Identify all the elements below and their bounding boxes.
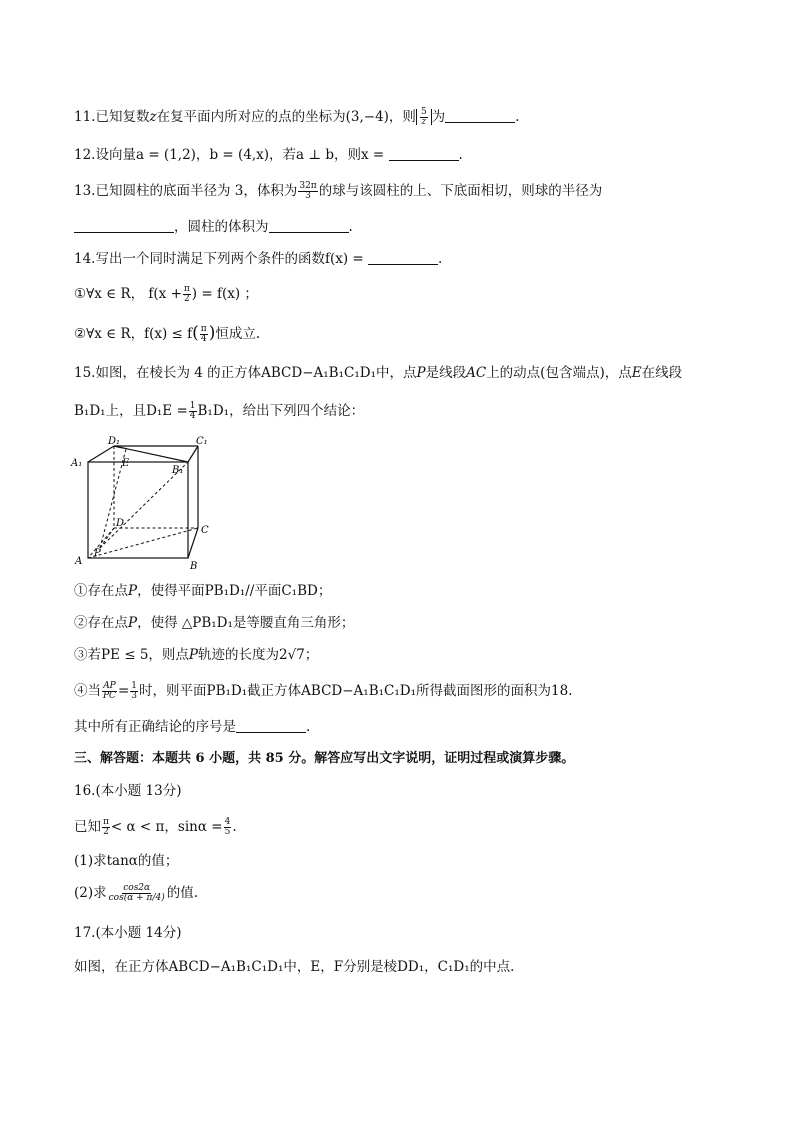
label-C: C [201, 525, 209, 536]
question-13: 13.已知圆柱的底面半径为 3，体积为 $\frac{32\pi}{3}$ 的球与该圆柱的上、下底面相切，则球的半径为 [74, 181, 603, 201]
label-B1: B₁ [172, 465, 184, 476]
answer-line: 其中所有正确结论的序号是 . [74, 719, 311, 735]
question-16-part-1: (1)求tanα的值； [74, 853, 179, 869]
question-17: 如图，在正方体ABCD−A₁B₁C₁D₁中，E，F分别是棱DD₁，C₁D₁的中点. [74, 959, 515, 975]
label-E: E [122, 458, 130, 469]
question-13-cont: ，圆柱的体积为 . [74, 218, 754, 236]
label-P: P [94, 548, 101, 559]
condition-2: ②∀x ∈ R，f(x) ≤ f( $\frac{\pi}{4}$ )恒成立. [74, 323, 261, 344]
statement-2: ②存在点P，使得 △PB₁D₁是等腰直角三角形； [74, 615, 355, 631]
statement-3: ③若PE ≤ 5，则点P轨迹的长度为2√7； [74, 647, 319, 663]
answer-blank [389, 146, 459, 161]
answer-blank [269, 218, 349, 233]
question-15-cont: B₁D₁上，且D₁E = $\frac{1}{4}$ B₁D₁，给出下列四个结论： [74, 401, 365, 421]
question-16: 已知 $\frac{\pi}{2}$ < α < π，sinα = $\frac{4}{5}$ . [74, 817, 237, 837]
question-15: 15.如图，在棱长为 4 的正方体ABCD−A₁B₁C₁D₁中，点P是线段AC上的动点(包含端点)，点E在线段 [74, 365, 683, 381]
question-16-part-2: (2)求 $\frac{\cos 2\alpha}{\cos(\alpha + \pi/4)}$ 的值. [74, 883, 199, 903]
fraction: $\frac{\pi}{4}$ [200, 324, 207, 344]
cube-figure [70, 436, 220, 572]
fraction: $\frac{1}{4}$ [189, 401, 196, 421]
label-C1: C₁ [196, 436, 208, 447]
fraction: $\frac{32\pi}{3}$ [299, 181, 317, 201]
answer-blank [368, 250, 438, 265]
question-12: 12.设向量a = (1,2)，b = (4,x)，若a ⊥ b，则x = . [74, 147, 463, 163]
fraction: $\frac{\cos 2\alpha}{\cos(\alpha + \pi/4)}$ [108, 883, 165, 903]
statement-1: ①存在点P，使得平面PB₁D₁//平面C₁BD； [74, 583, 332, 599]
fraction: $\frac{1}{3}$ [131, 681, 137, 701]
fraction: $\frac{AP}{PC}$ [103, 681, 116, 701]
section-heading: 三、解答题：本题共 6 小题，共 85 分。解答应写出文字说明，证明过程或演算步骤。 [74, 751, 575, 766]
condition-1: ①∀x ∈ R， f(x + $\frac{\pi}{2}$ ) = f(x) ； [74, 284, 258, 304]
label-A: A [75, 556, 83, 567]
question-16-title: 16.(本小题 13分) [74, 783, 182, 799]
question-14: 14.写出一个同时满足下列两个条件的函数f(x) = . [74, 251, 443, 267]
fraction: $\frac{\pi}{2}$ [183, 284, 190, 304]
abs-value [416, 109, 432, 125]
answer-blank [236, 718, 306, 733]
label-B: B [190, 561, 198, 572]
question-17-title: 17.(本小题 14分) [74, 925, 182, 941]
answer-blank [74, 218, 174, 233]
statement-4: ④当 $\frac{AP}{PC}$ = $\frac{1}{3}$ 时，则平面PB₁D₁截正方体ABCD−A₁B₁C₁D₁所得截面图形的面积为18. [74, 681, 573, 701]
label-A1: A₁ [71, 458, 83, 469]
fraction: $\frac{\pi}{2}$ [103, 817, 109, 837]
answer-blank [445, 108, 515, 123]
label-D1: D₁ [108, 436, 121, 447]
fraction: $\frac{4}{5}$ [224, 817, 231, 837]
question-11: 11.已知复数z在复平面内所对应的点的坐标为(3,−4)，则 $\frac{5}{z}$ 为 . [74, 107, 520, 127]
fraction: $\frac{5}{z}$ [420, 107, 427, 127]
label-D: D [116, 518, 125, 529]
